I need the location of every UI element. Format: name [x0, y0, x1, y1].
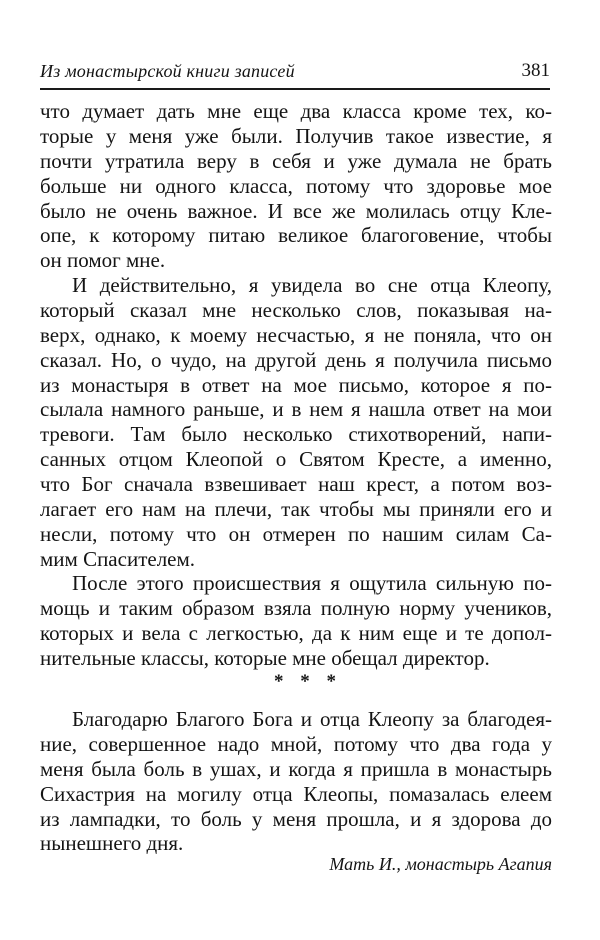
text-line: санных отцом Клеопой о Святом Кресте, а именно, [40, 447, 552, 472]
signature: Мать И., монастырь Агапия [329, 854, 552, 874]
text-line: из лампадки, то боль у меня прошла, и я здорова до [40, 806, 552, 831]
text-line: почти утратила веру в себя и уже думала не брать [40, 148, 552, 173]
text-line: из монастыря в ответ на мое письмо, которое я по- [40, 372, 552, 397]
running-title: Из монастырской книги записей [40, 61, 295, 81]
text-line: опе, к которому питаю великое благоговение, чтобы [40, 223, 552, 248]
text-line: сылала намного раньше, и в нем я нашла ответ на мои [40, 397, 552, 422]
paragraph-1 [40, 99, 552, 273]
text-line: нительные классы, которые мне обещал директор. [40, 645, 490, 670]
text-line: лагает его нам на плечи, так чтобы мы приняли его и [40, 497, 552, 522]
text-line: сказал. Но, о чудо, на другой день я получила письмо [40, 347, 552, 372]
text-line: После этого происшествия я ощутила сильную по- [72, 571, 552, 595]
paragraph-4 [40, 707, 552, 856]
text-line: Сихастрия на могилу отца Клеопы, помазалась елеем [40, 781, 552, 806]
text-line: что Бог сначала взвешивает наш крест, а потом воз- [40, 472, 552, 497]
text-line: ние, совершенное надо мной, потому что два года у [40, 731, 552, 756]
text-line: было не очень важное. И все же молилась отцу Кле- [40, 198, 552, 223]
text-line: несли, потому что он отмерен по нашим силам Са- [40, 521, 552, 546]
text-line: мим Спасителем. [40, 546, 196, 571]
text-line: который сказал мне несколько слов, показывая на- [40, 297, 552, 322]
section-separator: * * * [274, 671, 342, 692]
text-line: нынешнего дня. [40, 831, 184, 856]
text-line: И действительно, я увидела во сне отца Клеопу, [72, 273, 552, 297]
text-line: Благодарю Благого Бога и отца Клеопу за благодея- [72, 707, 552, 731]
text-line: верх, однако, к моему несчастью, я не поняла, что он [40, 322, 552, 347]
text-line: тревоги. Там было несколько стихотворений, напи- [40, 422, 552, 447]
running-header [40, 58, 550, 90]
page-number: 381 [521, 60, 550, 81]
text-line: больше ни одного класса, потому что здоровье мое [40, 173, 552, 198]
paragraph-2 [40, 273, 552, 572]
text-line: что думает дать мне еще два класса кроме тех, ко- [40, 99, 552, 123]
text-line: он помог мне. [40, 248, 166, 273]
text-line: которых и вела с легкостью, да к ним еще и те допол- [40, 620, 552, 645]
text-line: мощь и таким образом взяла полную норму учеников, [40, 595, 552, 620]
text-line: меня была боль в ушах, и когда я пришла в монастырь [40, 756, 552, 781]
paragraph-3 [40, 571, 552, 671]
text-line: торые у меня уже были. Получив такое известие, я [40, 123, 552, 148]
